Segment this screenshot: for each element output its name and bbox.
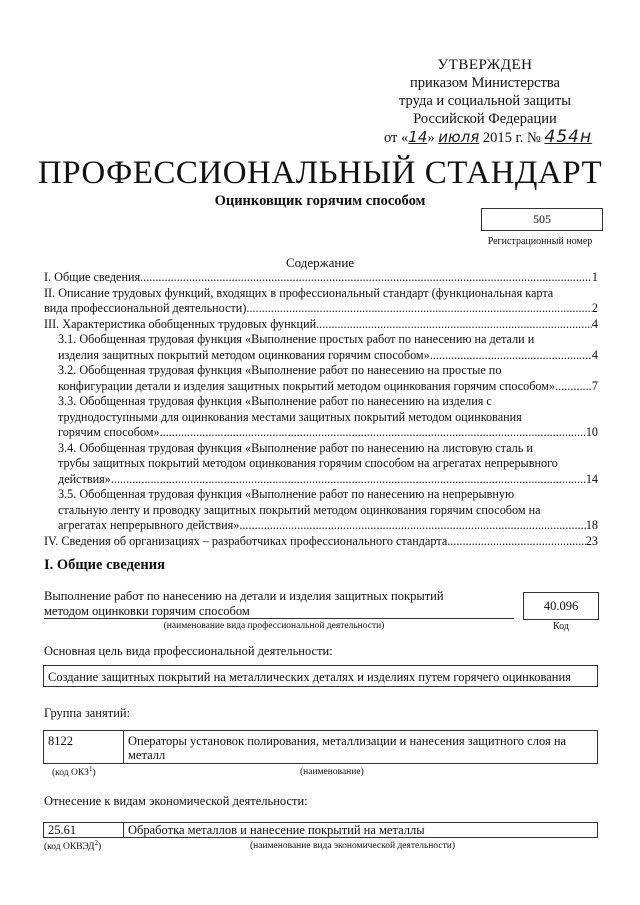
toc-item-text: вида профессиональной деятельности) (44, 301, 247, 315)
handwritten-day: 14 (408, 128, 428, 146)
toc-item[interactable] (44, 317, 598, 333)
toc-dot-leader (111, 472, 586, 488)
okved-caption-footnote: 2 (94, 839, 98, 847)
occupation-group-name: Операторы установок полирования, металлизации и нанесения защитного слоя на металл (128, 734, 567, 762)
toc-item[interactable] (44, 270, 598, 286)
toc-page-number: 4 (591, 316, 598, 331)
toc-page-number: 4 (591, 347, 598, 362)
toc-item[interactable] (44, 363, 598, 394)
toc-item-text: агрегатах непрерывного действия» (58, 518, 240, 532)
toc-dot-leader (140, 270, 592, 286)
toc-item-text: IV. Сведения об организациях – разработчиках профессионального стандарта (44, 533, 448, 548)
purpose-label: Основная цель вида профессиональной деятельности: (44, 644, 333, 658)
document-subtitle: Оцинковщик горячим способом (214, 193, 426, 209)
order-date-line (360, 128, 610, 147)
toc-item-text: конфигурации детали и изделия защитных покрытий методом оцинкования горячим способом» (58, 378, 556, 393)
toc-page-number: 18 (585, 518, 598, 532)
toc-item[interactable] (44, 534, 598, 550)
registration-number-label: Регистрационный номер (487, 236, 593, 247)
toc-item-text: горячим способом» (58, 425, 160, 439)
toc-dot-leader (555, 379, 592, 395)
activity-kind-underline (44, 618, 514, 619)
okz-caption-text: (код ОКЗ (52, 768, 89, 779)
toc-item[interactable] (44, 286, 598, 317)
toc-item[interactable] (44, 441, 598, 488)
okz-caption-footnote: 1 (88, 765, 93, 773)
okved-code-caption: (код ОКВЭД$^2$) (44, 839, 102, 853)
table-of-contents (44, 270, 598, 549)
toc-page-number: 10 (585, 425, 598, 439)
document-title: ПРОФЕССИОНАЛЬНЫЙ СТАНДАРТ (37, 155, 603, 191)
year-text: 2015 г. № (482, 130, 541, 146)
toc-item-text: 3.2. Обобщенная трудовая функция «Выполнение работ по нанесению на простые по (58, 363, 502, 377)
approval-line-1: приказом Министерства (410, 75, 560, 91)
activity-kind-caption: (наименование вида профессиональной деятельности) (163, 621, 385, 631)
handwritten-month: июля (438, 128, 480, 146)
toc-item-text: действия» (58, 471, 111, 486)
toc-page-number: 23 (585, 533, 598, 548)
approval-line-3: Российской Федерации (413, 111, 557, 127)
toc-item-text: труднодоступными для оцинкования местами защитных покрытий методом оцинкования (58, 409, 522, 424)
toc-page-number: 2 (591, 301, 598, 315)
okz-name-caption: (наименование) (300, 767, 364, 777)
toc-page-number: 7 (591, 378, 598, 393)
occupation-group-table (43, 730, 598, 764)
toc-item[interactable] (44, 332, 598, 363)
registration-number-box: 505 (481, 208, 603, 231)
approval-line-2: труда и социальной защиты (399, 93, 571, 109)
toc-dot-leader (447, 534, 586, 550)
toc-item-text: 3.1. Обобщенная трудовая функция «Выполнение простых работ по нанесению на детали и (58, 332, 535, 346)
okved-name: Обработка металлов и нанесение покрытий на металлы (128, 823, 425, 837)
toc-page-number: 1 (591, 270, 598, 284)
toc-item-text: 3.4. Обобщенная трудовая функция «Выполнение работ по нанесению на листовую сталь и (58, 440, 533, 455)
approval-heading: УТВЕРЖДЕН (437, 57, 533, 73)
toc-item-text: II. Описание трудовых функций, входящих в профессиональный стандарт (функциональная карта (44, 285, 554, 300)
toc-page-number: 14 (585, 471, 598, 486)
occupation-group-code: 8122 (44, 731, 124, 763)
okved-name-caption: (наименование вида экономической деятельности) (250, 841, 455, 851)
section-heading: I. Общие сведения (44, 557, 165, 573)
okz-code-caption: (код ОКЗ$^1$) (52, 765, 96, 779)
okved-caption-text: (код ОКВЭД (44, 842, 95, 853)
activity-kind-text: Выполнение работ по нанесению на детали и изделия защитных покрытий методом оцинковки горячим способом (44, 589, 444, 618)
toc-item-text: стальную ленту и проводку защитных покрытий методом оцинкования горячим способом на (58, 502, 541, 517)
toc-item-text: трубы защитных покрытий методом оцинкования горячим способом на агрегатах непрерывного (58, 456, 558, 470)
toc-item[interactable] (44, 487, 598, 534)
toc-dot-leader (246, 301, 592, 317)
toc-item[interactable] (44, 394, 598, 441)
toc-dot-leader (160, 425, 586, 441)
okved-code: 25.61 (44, 823, 124, 837)
occupation-group-label: Группа занятий: (44, 706, 131, 720)
activity-code-caption: Код (553, 621, 569, 632)
approval-block (360, 56, 610, 147)
toc-dot-leader (239, 518, 585, 534)
handwritten-order-number: 454н (544, 127, 593, 147)
toc-item-text: 3.3. Обобщенная трудовая функция «Выполнение работ по нанесению на изделия с (58, 394, 492, 408)
toc-dot-leader (430, 348, 592, 364)
date-mid: » (427, 130, 435, 146)
activity-code-box: 40.096 (523, 592, 599, 620)
toc-item-text: III. Характеристика обобщенных трудовых функций (44, 316, 317, 331)
toc-dot-leader (316, 317, 592, 333)
date-prefix: от « (384, 130, 409, 146)
purpose-box: Создание защитных покрытий на металлических деталях и изделиях путем горячего оцинкования (43, 665, 598, 687)
economic-activity-label: Отнесение к видам экономической деятельности: (44, 794, 308, 808)
toc-title: Содержание (285, 255, 355, 270)
economic-activity-table (43, 822, 598, 838)
toc-item-text: изделия защитных покрытий методом оцинкования горячим способом» (58, 347, 430, 362)
toc-item-text: I. Общие сведения (44, 270, 141, 284)
toc-item-text: 3.5. Обобщенная трудовая функция «Выполнение работ по нанесению на непрерывную (58, 487, 515, 501)
